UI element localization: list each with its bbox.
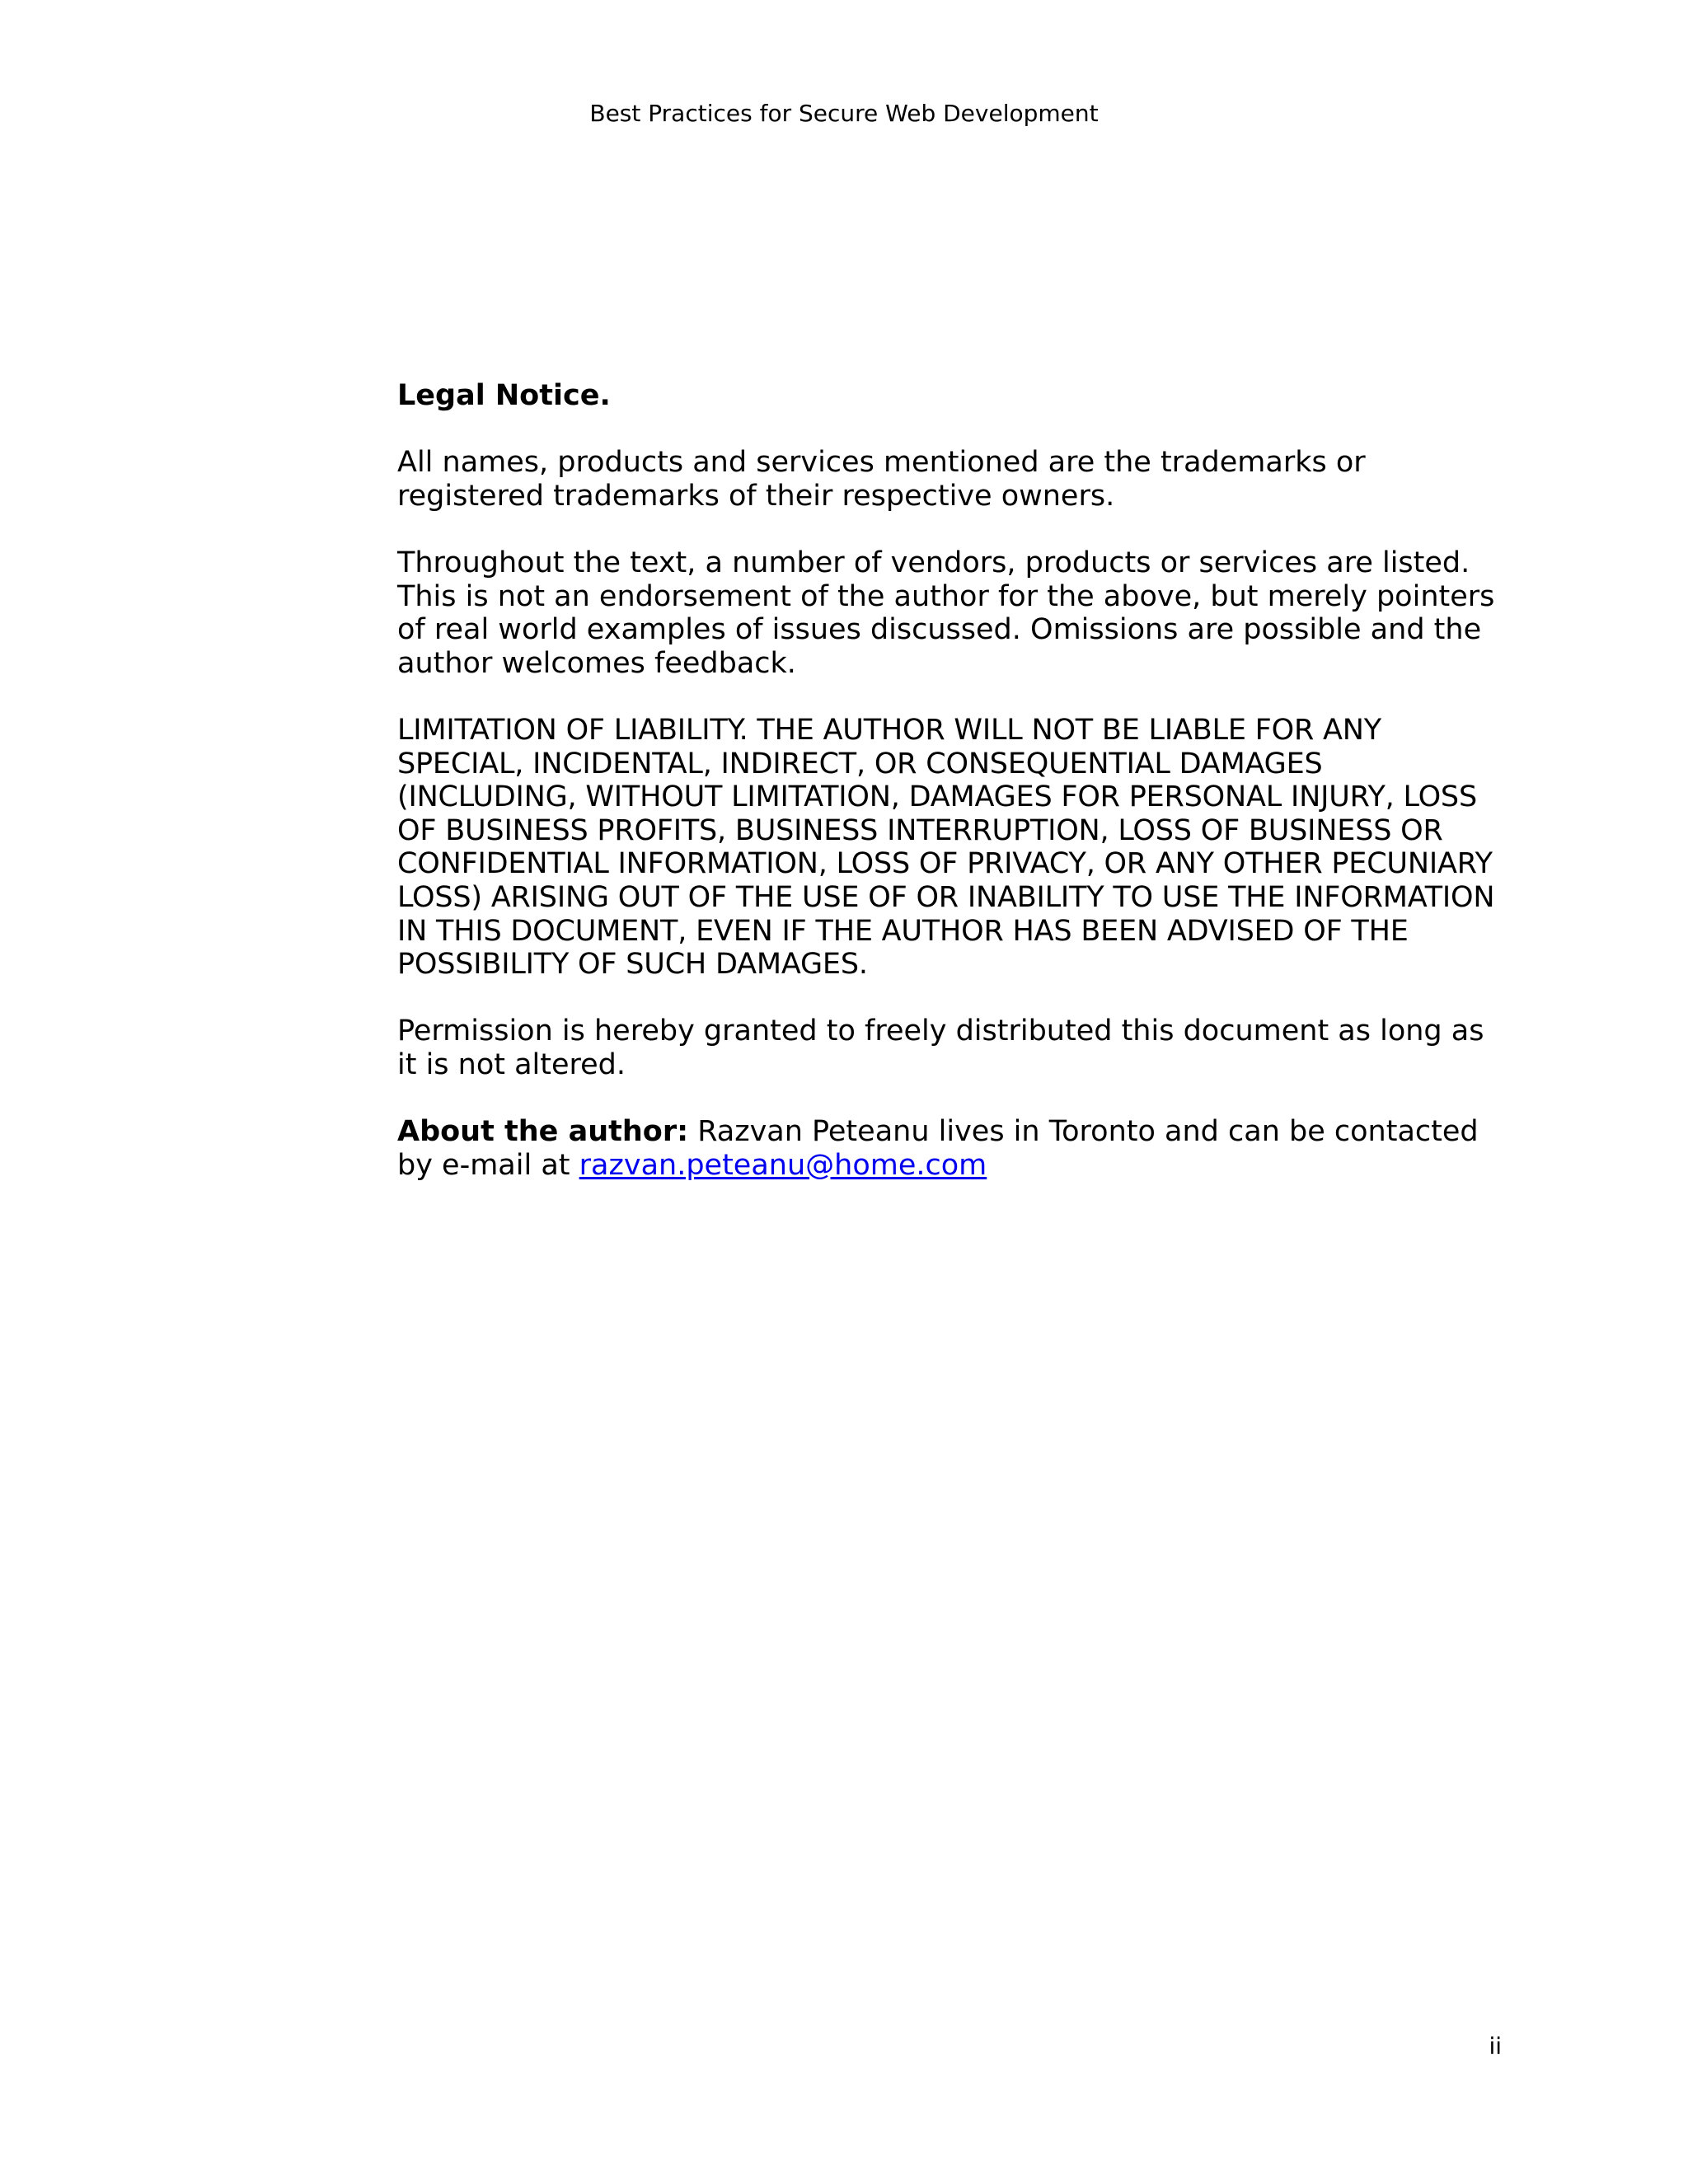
legal-notice-body <box>397 379 1502 1216</box>
trademarks-paragraph: All names, products and services mentioned are the trademarks or registered trademarks of their respective owners. <box>397 446 1366 513</box>
author-email-link[interactable]: razvan.peteanu@home.com <box>579 1148 987 1182</box>
vendors-paragraph: Throughout the text, a number of vendors, products or services are listed. This is not an endorsement of the author for the above, but merely pointers of real world examples of issues discussed. Omissions are possible and the author welcomes feedback. <box>397 546 1495 680</box>
permission-paragraph: Permission is hereby granted to freely distributed this document as long as it is not altered. <box>397 1015 1484 1081</box>
about-author-label: About the author: <box>397 1115 689 1149</box>
about-author-text: Razvan Peteanu lives in Toronto and can be contacted by e-mail at <box>397 1115 1479 1182</box>
liability-paragraph: LIMITATION OF LIABILITY. THE AUTHOR WILL NOT BE LIABLE FOR ANY SPECIAL, INCIDENTAL, INDIRECT, OR CONSEQUENTIAL DAMAGES (INCLUDING, WITHOUT LIMITATION, DAMAGES FOR PERSONAL INJURY, LOSS OF BUSINESS PROFITS, BUSINESS INTERRUPTION, LOSS OF BUSINESS OR CONFIDENTIAL INFORMATION, LOSS OF PRIVACY, OR ANY OTHER PECUNIARY LOSS) ARISING OUT OF THE USE OF OR INABILITY TO USE THE INFORMATION IN THIS DOCUMENT, EVEN IF THE AUTHOR HAS BEEN ADVISED OF THE POSSIBILITY OF SUCH DAMAGES. <box>397 713 1495 982</box>
about-author-paragraph <box>397 1115 1502 1182</box>
running-header: Best Practices for Secure Web Development <box>589 100 1099 127</box>
page-number: ii <box>1489 2032 1502 2060</box>
legal-notice-heading: Legal Notice. <box>397 379 611 412</box>
